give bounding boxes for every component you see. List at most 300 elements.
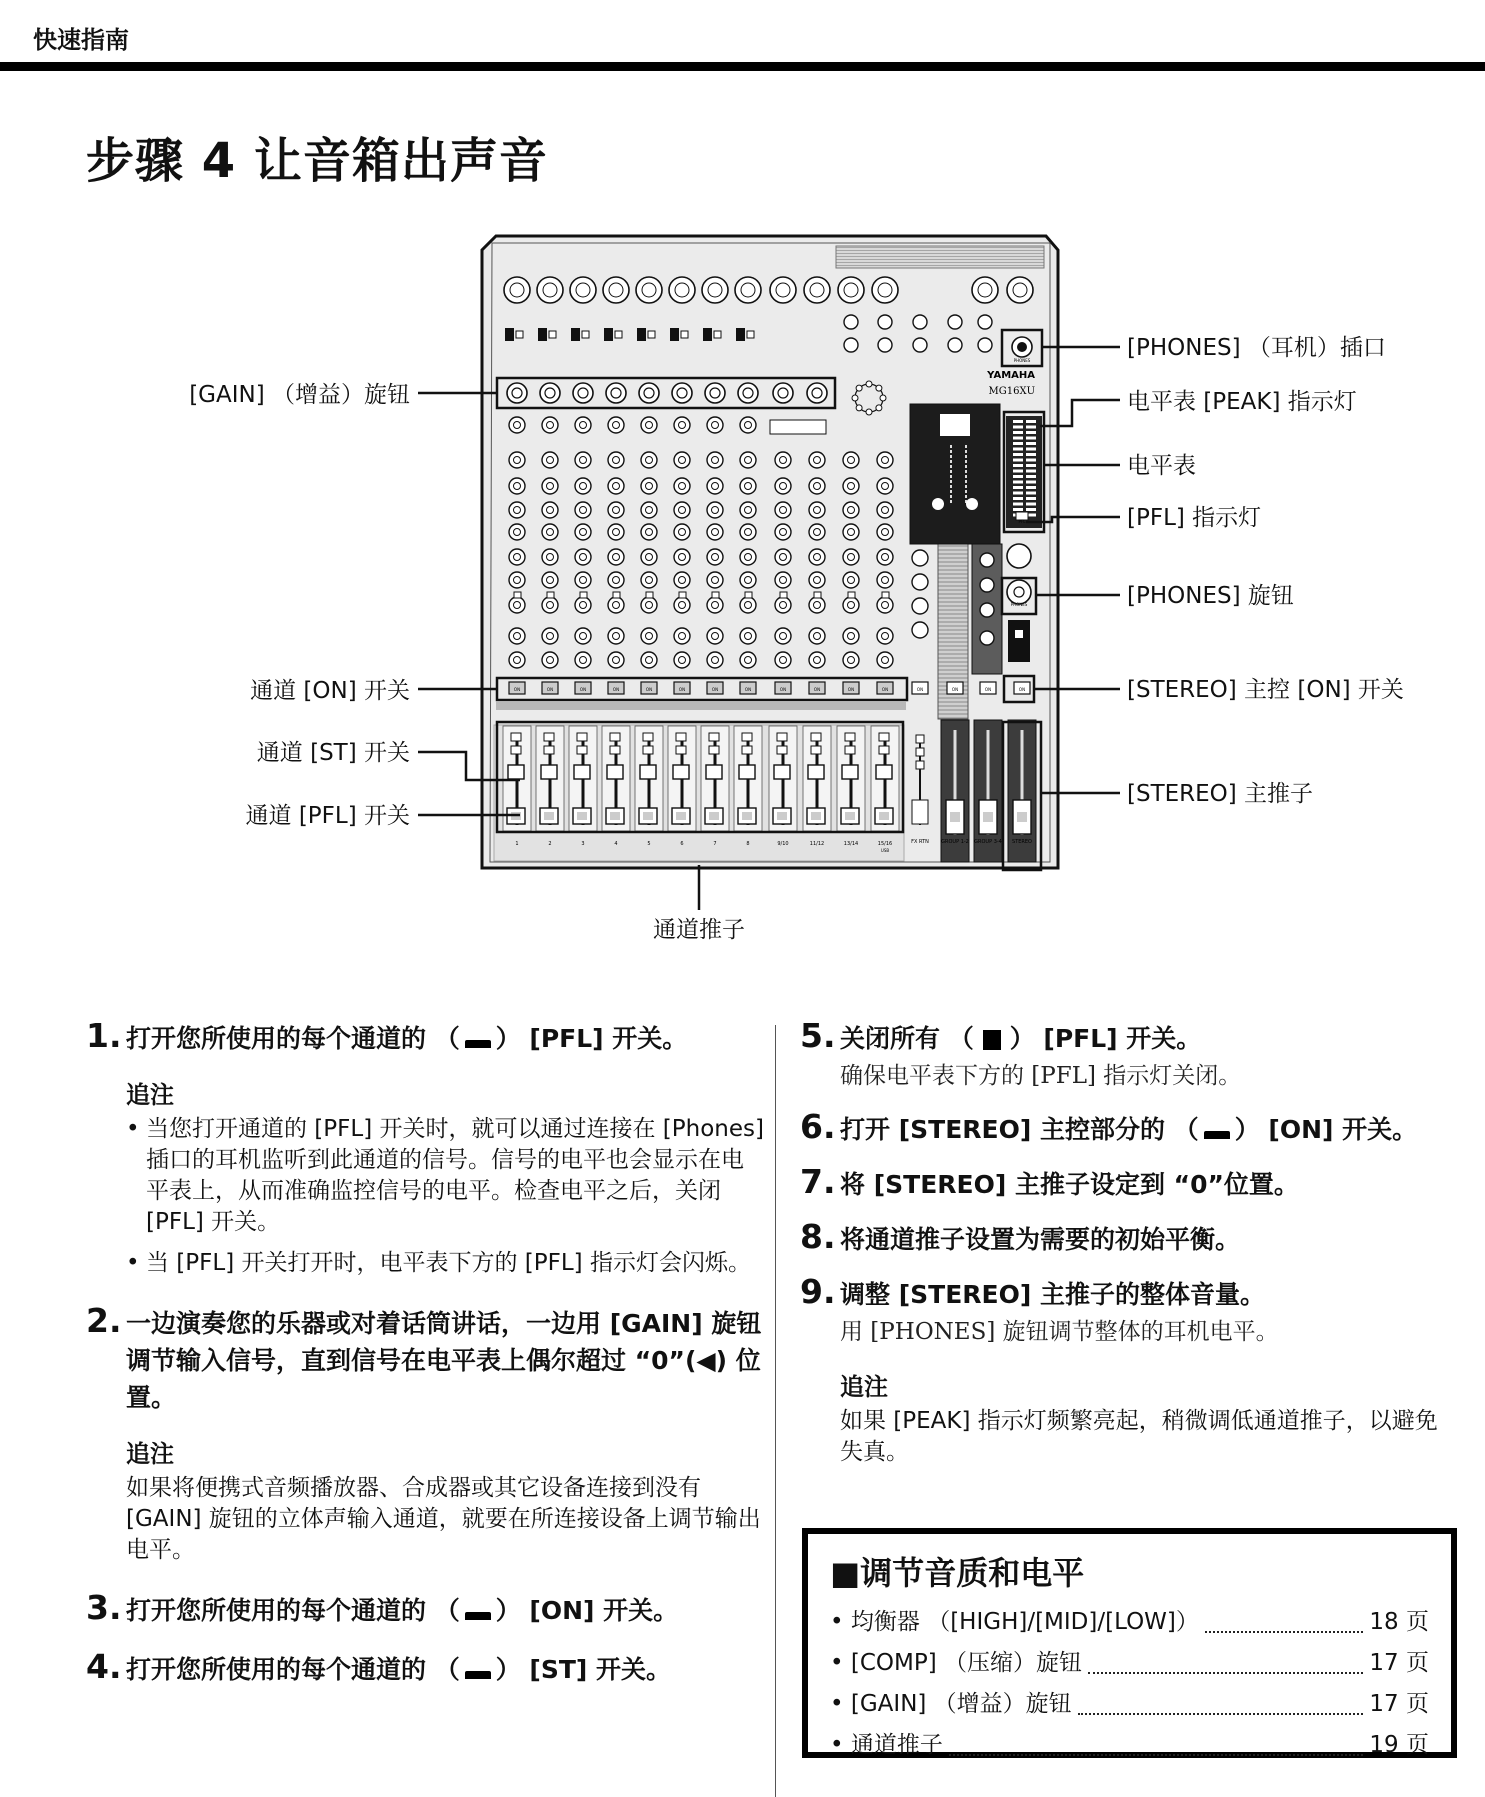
level-meter <box>1006 416 1042 528</box>
reference-item <box>830 1643 1429 1684</box>
pad-led <box>582 331 589 338</box>
channel-led <box>814 592 821 598</box>
display-meter-seg <box>965 485 967 488</box>
pad-switch <box>637 328 646 341</box>
step-2 <box>86 1301 766 1416</box>
channel-knob <box>509 597 525 613</box>
fader-knob <box>774 765 790 779</box>
channel-label: 6 <box>680 841 684 847</box>
display-meter-seg <box>965 450 967 453</box>
note-bullet: • 当您打开通道的 [PFL] 开关时，就可以通过连接在 [Phones] 插口的耳机监听到此通道的信号。信号的电平也会显示在电平表上，从而准确监控信号的电平。检查电平之后，关闭 [PFL] 开关。 <box>126 1114 766 1238</box>
step-8 <box>800 1217 1460 1258</box>
meter-segment-right <box>1026 426 1036 429</box>
xlr-input <box>770 277 796 303</box>
fx-led <box>916 761 924 769</box>
on-switch-label: ON <box>847 687 855 692</box>
channel-led <box>514 592 521 598</box>
channel-led <box>848 592 855 598</box>
pfl-switch-led <box>577 812 587 820</box>
display-meter-seg <box>965 455 967 458</box>
reference-page: 17 页 <box>1369 1691 1429 1717</box>
callout-phones-knob: [PHONES] 旋钮 <box>1127 583 1294 609</box>
channel-knob <box>707 417 723 433</box>
channel-knob <box>809 572 825 588</box>
switch-on-icon <box>462 1661 494 1681</box>
line-jack <box>978 315 992 329</box>
fader-knob <box>574 765 590 779</box>
meter-segment-left <box>1013 448 1023 451</box>
meter-segment-right <box>1026 459 1036 462</box>
step-text: 打开您所使用的每个通道的 （ <box>126 1596 460 1625</box>
st-switch <box>845 733 855 741</box>
note-title: 追注 <box>126 1081 174 1109</box>
channel-led <box>742 746 752 754</box>
step-number: 8. <box>800 1217 836 1256</box>
channel-knob <box>542 652 558 668</box>
channel-led <box>580 592 587 598</box>
channel-knob <box>843 524 859 540</box>
fader-knob <box>808 765 824 779</box>
meter-segment-left <box>1013 503 1023 506</box>
left-column <box>86 1016 766 1706</box>
channel-knob <box>641 524 657 540</box>
reference-label: • 通道推子 <box>830 1732 943 1758</box>
channel-knob <box>542 478 558 494</box>
channel-knob <box>608 572 624 588</box>
gain-knob <box>738 383 758 403</box>
channel-led <box>547 592 554 598</box>
step-text: 将通道推子设置为需要的初始平衡。 <box>840 1225 1241 1254</box>
channel-knob <box>641 452 657 468</box>
st-switch <box>643 733 653 741</box>
channel-label: 4 <box>614 841 618 847</box>
pad-switch <box>571 328 580 341</box>
meter-segment-right <box>1026 475 1036 478</box>
channel-knob <box>575 417 591 433</box>
channel-knob <box>674 628 690 644</box>
step-text: ） [PFL] 开关。 <box>1009 1024 1202 1053</box>
channel-knob <box>608 417 624 433</box>
meter-segment-right <box>1026 508 1036 511</box>
stereo-label: STEREO <box>1012 839 1032 845</box>
channel-knob <box>608 502 624 518</box>
channel-knob <box>674 524 690 540</box>
channel-knob <box>707 478 723 494</box>
channel-led <box>712 592 719 598</box>
reference-label: • [GAIN] （增益）旋钮 <box>830 1691 1072 1717</box>
on-switch-label: ON <box>951 687 959 692</box>
channel-knob <box>843 572 859 588</box>
channel-label: 15/16 <box>877 841 893 847</box>
pfl-switch-led <box>845 812 855 820</box>
line-jack <box>948 315 962 329</box>
channel-knob <box>674 502 690 518</box>
display-knob <box>932 498 944 510</box>
channel-led <box>610 746 620 754</box>
channel-knob <box>740 628 756 644</box>
pad-switch <box>538 328 547 341</box>
reference-item <box>830 1725 1429 1766</box>
pad-led <box>549 331 556 338</box>
pad-switch <box>505 328 514 341</box>
channel-knob <box>707 652 723 668</box>
st-switch <box>709 733 719 741</box>
fader-knob <box>706 765 722 779</box>
display-meter-seg <box>950 470 952 473</box>
channel-knob <box>877 452 893 468</box>
pfl-switch-led <box>676 812 686 820</box>
line-jack <box>878 338 892 352</box>
channel-knob <box>509 452 525 468</box>
step-body: 用 [PHONES] 旋钮调节整体的耳机电平。 <box>840 1319 1279 1345</box>
step-body: 确保电平表下方的 [PFL] 指示灯关闭。 <box>840 1063 1242 1089</box>
channel-knob <box>575 549 591 565</box>
channel-led <box>646 592 653 598</box>
channel-knob <box>877 628 893 644</box>
step-text: ） [PFL] 开关。 <box>495 1024 688 1053</box>
display-meter-seg <box>950 485 952 488</box>
note-title: 追注 <box>840 1373 888 1401</box>
st-switch <box>610 733 620 741</box>
pfl-switch-led <box>777 812 787 820</box>
reference-title: ■调节音质和电平 <box>830 1554 1085 1592</box>
line-jack <box>913 315 927 329</box>
channel-knob <box>509 572 525 588</box>
fader-knob <box>541 765 557 779</box>
fader-knob <box>607 765 623 779</box>
display-meter-seg <box>950 490 952 493</box>
channel-knob <box>608 628 624 644</box>
channel-knob <box>542 452 558 468</box>
display-meter-seg <box>950 480 952 483</box>
display-meter-seg <box>950 445 952 448</box>
usb-label: USB <box>880 848 890 853</box>
channel-knob <box>843 652 859 668</box>
callout-stereo-on: [STEREO] 主控 [ON] 开关 <box>1127 677 1404 703</box>
on-switch-label: ON <box>546 687 554 692</box>
line-jack <box>948 338 962 352</box>
channel-knob <box>509 417 525 433</box>
step-text: 打开您所使用的每个通道的 （ <box>126 1024 460 1053</box>
channel-knob <box>877 597 893 613</box>
fx-fader-knob <box>912 800 928 824</box>
xlr-input <box>504 277 530 303</box>
switch-on-icon <box>462 1030 494 1050</box>
pad-led <box>681 331 688 338</box>
channel-knob <box>641 417 657 433</box>
st-switch <box>777 733 787 741</box>
meter-segment-left <box>1013 481 1023 484</box>
channel-led <box>643 746 653 754</box>
channel-knob <box>542 597 558 613</box>
meter-segment-left <box>1013 475 1023 478</box>
display-meter-seg <box>950 495 952 498</box>
step-text: 将 [STEREO] 主推子设定到 “0”位置。 <box>840 1170 1299 1199</box>
meter-segment-right <box>1026 503 1036 506</box>
channel-knob <box>775 549 791 565</box>
channel-knob <box>775 572 791 588</box>
channel-led <box>679 592 686 598</box>
channel-led <box>777 746 787 754</box>
callout-channel-on: 通道 [ON] 开关 <box>250 678 410 704</box>
channel-knob <box>608 549 624 565</box>
channel-led <box>879 746 889 754</box>
master-fader-cap <box>1017 812 1027 822</box>
channel-knob <box>542 549 558 565</box>
pfl-switch-led <box>643 812 653 820</box>
group34-label: GROUP 3-4 <box>974 839 1002 845</box>
step-9 <box>800 1272 1460 1349</box>
channel-knob <box>509 549 525 565</box>
st-switch <box>811 733 821 741</box>
channel-knob <box>877 502 893 518</box>
on-switch-label: ON <box>813 687 821 692</box>
channel-knob <box>775 452 791 468</box>
fader-knob <box>673 765 689 779</box>
st-switch <box>511 733 521 741</box>
on-switch-label: ON <box>513 687 521 692</box>
channel-knob <box>740 572 756 588</box>
pad-switch <box>604 328 613 341</box>
xlr-input <box>972 277 998 303</box>
callout-peak-indicator: 电平表 [PEAK] 指示灯 <box>1127 389 1357 415</box>
channel-knob <box>775 652 791 668</box>
xlr-input <box>570 277 596 303</box>
channel-knob <box>641 502 657 518</box>
channel-knob <box>707 452 723 468</box>
fader-knob <box>739 765 755 779</box>
fx-led <box>916 735 924 743</box>
master-knob <box>912 622 928 638</box>
on-switch-label: ON <box>881 687 889 692</box>
stereo-meter-switch-led <box>1015 630 1023 638</box>
note-1 <box>126 1075 766 1279</box>
callout-channel-fader: 通道推子 <box>653 917 745 943</box>
right-column <box>800 1016 1460 1494</box>
step-3 <box>86 1588 766 1629</box>
channel-knob <box>740 652 756 668</box>
channel-label: 8 <box>746 841 750 847</box>
gain-knob <box>573 383 593 403</box>
channel-knob <box>740 478 756 494</box>
pfl-switch-led <box>610 812 620 820</box>
meter-segment-right <box>1026 464 1036 467</box>
meter-segment-left <box>1013 470 1023 473</box>
channel-knob <box>575 628 591 644</box>
phones-jack-label: PHONES <box>1013 358 1031 363</box>
phones-knob-icon <box>1007 580 1031 604</box>
meter-segment-left <box>1013 426 1023 429</box>
switch-on-icon <box>1201 1121 1233 1141</box>
xlr-input <box>669 277 695 303</box>
channel-knob <box>707 549 723 565</box>
reference-item <box>830 1602 1429 1643</box>
channel-knob <box>641 549 657 565</box>
channel-knob <box>575 652 591 668</box>
xlr-input <box>603 277 629 303</box>
step-number: 9. <box>800 1272 836 1311</box>
reference-label: • 均衡器 （[HIGH]/[MID]/[LOW]） <box>830 1609 1199 1635</box>
stereo-meter-switch <box>1008 620 1030 662</box>
display-meter-seg <box>965 470 967 473</box>
effect-selector-dot <box>866 381 872 387</box>
on-switch-label: ON <box>916 687 924 692</box>
on-switch-label: ON <box>579 687 587 692</box>
effect-selector-dot <box>856 405 862 411</box>
master-fader-cap <box>950 812 960 822</box>
pad-led <box>648 331 655 338</box>
pad-led <box>516 331 523 338</box>
step-text: ） [ST] 开关。 <box>495 1655 672 1684</box>
display-meter-seg <box>965 445 967 448</box>
switch-off-icon <box>976 1030 1008 1050</box>
master-knob <box>912 550 928 566</box>
channel-knob <box>641 597 657 613</box>
channel-knob <box>809 524 825 540</box>
channel-led <box>709 746 719 754</box>
channel-knob <box>674 549 690 565</box>
display-meter-seg <box>965 495 967 498</box>
master-knob <box>912 598 928 614</box>
channel-knob <box>843 628 859 644</box>
reference-page: 18 页 <box>1369 1609 1429 1635</box>
on-switch-label: ON <box>744 687 752 692</box>
gain-knob <box>807 383 827 403</box>
channel-knob <box>740 417 756 433</box>
display-meter-seg <box>950 450 952 453</box>
meter-segment-left <box>1013 442 1023 445</box>
line-jack <box>878 315 892 329</box>
channel-knob <box>542 524 558 540</box>
step-number: 7. <box>800 1162 836 1201</box>
line-jack <box>978 338 992 352</box>
header-label: 快速指南 <box>33 26 129 54</box>
channel-knob <box>775 524 791 540</box>
channel-knob <box>608 478 624 494</box>
effect-selector-dot <box>876 385 882 391</box>
on-switch-label: ON <box>1018 687 1026 692</box>
channel-knob <box>608 597 624 613</box>
st-switch <box>544 733 554 741</box>
channel-knob <box>542 502 558 518</box>
display-meter-seg <box>965 460 967 463</box>
note-3 <box>840 1367 1460 1468</box>
channel-knob <box>843 452 859 468</box>
channel-label: 3 <box>581 841 585 847</box>
meter-segment-right <box>1026 442 1036 445</box>
channel-led <box>511 746 521 754</box>
meter-segment-left <box>1013 453 1023 456</box>
channel-knob <box>674 478 690 494</box>
group12-label: GROUP 1-2 <box>941 839 969 845</box>
page-title: 步骤 4 让音箱出声音 <box>86 133 548 189</box>
step-number: 5. <box>800 1016 836 1055</box>
channel-knob <box>775 628 791 644</box>
channel-knob <box>740 597 756 613</box>
channel-label: 7 <box>713 841 717 847</box>
channel-led <box>780 592 787 598</box>
on-switch-label: ON <box>779 687 787 692</box>
gain-knob <box>606 383 626 403</box>
effect-selector-dot <box>880 395 886 401</box>
pfl-indicator-label: PFL <box>1018 519 1026 524</box>
fader-knob <box>842 765 858 779</box>
pfl-switch-led <box>709 812 719 820</box>
group-knob <box>980 578 994 592</box>
channel-knob <box>707 597 723 613</box>
meter-segment-left <box>1013 497 1023 500</box>
channel-knob <box>843 597 859 613</box>
step-number: 2. <box>86 1301 122 1340</box>
column-divider <box>775 1025 776 1797</box>
step-text: ） [ON] 开关。 <box>495 1596 679 1625</box>
channel-knob <box>542 572 558 588</box>
meter-segment-left <box>1013 492 1023 495</box>
channel-knob <box>608 452 624 468</box>
channel-knob <box>509 478 525 494</box>
xlr-input <box>804 277 830 303</box>
pad-switch <box>670 328 679 341</box>
channel-knob <box>542 417 558 433</box>
display-meter-seg <box>950 475 952 478</box>
on-switch-label: ON <box>711 687 719 692</box>
channel-knob <box>641 652 657 668</box>
mixer-diagram <box>0 220 1485 955</box>
channel-knob <box>809 652 825 668</box>
callout-level-meter: 电平表 <box>1127 453 1196 479</box>
channel-knob <box>877 524 893 540</box>
channel-knob <box>509 652 525 668</box>
pad-switch <box>703 328 712 341</box>
meter-segment-right <box>1026 437 1036 440</box>
step-4 <box>86 1647 766 1688</box>
channel-knob <box>775 597 791 613</box>
channel-led <box>745 592 752 598</box>
channel-knob <box>877 549 893 565</box>
step-number: 4. <box>86 1647 122 1686</box>
channel-knob <box>641 478 657 494</box>
display-meter-seg <box>965 490 967 493</box>
meter-segment-right <box>1026 497 1036 500</box>
channel-knob <box>775 478 791 494</box>
gain-knob <box>507 383 527 403</box>
channel-knob <box>509 628 525 644</box>
channel-label: 5 <box>647 841 651 847</box>
channel-knob <box>575 524 591 540</box>
callout-gain: [GAIN] （增益）旋钮 <box>189 382 410 408</box>
channel-label: 2 <box>548 841 552 847</box>
channel-knob <box>877 478 893 494</box>
xlr-input <box>735 277 761 303</box>
st-switch <box>676 733 686 741</box>
channel-led <box>882 592 889 598</box>
step-text: 一边演奏您的乐器或对着话筒讲话，一边用 [GAIN] 旋钮调节输入信号，直到信号在电平表上偶尔超过 “0”(◀) 位置。 <box>126 1309 762 1412</box>
step-text: 打开 [STEREO] 主控部分的 （ <box>840 1115 1199 1144</box>
brand-logo: YAMAHA <box>987 370 1035 381</box>
channel-knob <box>740 452 756 468</box>
channel-knob <box>740 502 756 518</box>
channel-led <box>811 746 821 754</box>
channel-knob <box>809 502 825 518</box>
channel-led <box>544 746 554 754</box>
step-number: 6. <box>800 1107 836 1146</box>
display-screen <box>940 414 970 436</box>
step-1 <box>86 1016 766 1057</box>
xlr-input <box>1007 277 1033 303</box>
meter-segment-left <box>1013 437 1023 440</box>
display-meter-seg <box>965 480 967 483</box>
pad-led <box>714 331 721 338</box>
